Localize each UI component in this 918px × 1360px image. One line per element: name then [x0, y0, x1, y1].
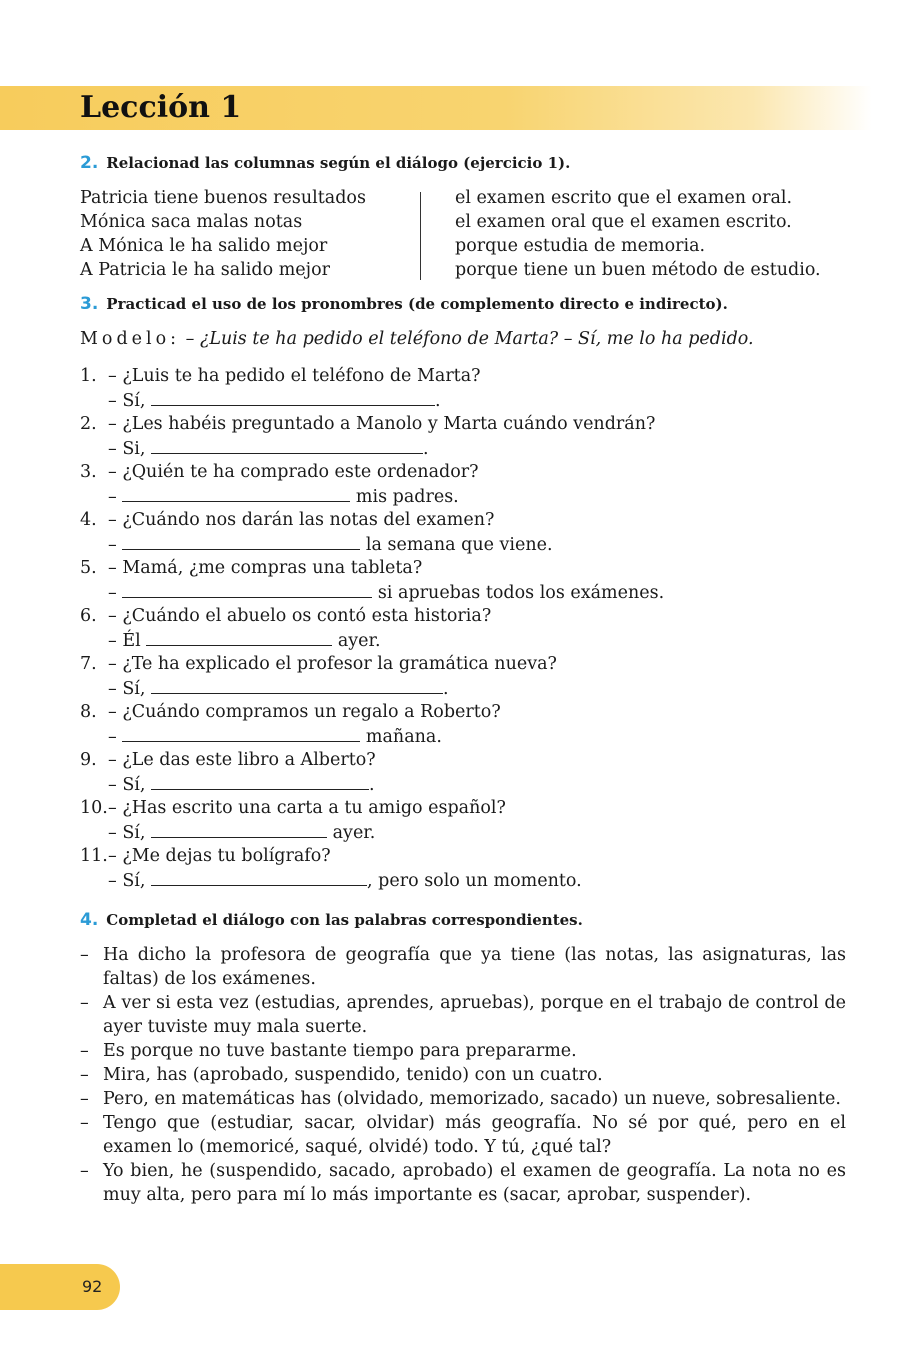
dialogue-line	[80, 991, 846, 1039]
right-item: el examen escrito que el examen oral.	[455, 188, 793, 208]
answer-prefix: – Sí,	[108, 775, 146, 795]
matching-columns	[80, 186, 850, 282]
answer-blank[interactable]	[151, 820, 327, 838]
answer-prefix: – Sí,	[108, 679, 146, 699]
dialogue-dash: –	[80, 1089, 89, 1109]
answer-suffix: ayer.	[332, 823, 376, 843]
question-number: 1.	[80, 366, 97, 386]
answer-blank[interactable]	[146, 628, 332, 646]
dialogue-text: Tengo que (estudiar, sacar, olvidar) más geografía. No sé por qué, pero en el examen lo (memoricé, saqué, olvidé) todo. Y tú, ¿qué tal?	[103, 1113, 846, 1157]
answer-blank[interactable]	[122, 532, 360, 550]
question-row	[80, 556, 860, 580]
dialogue-line	[80, 1111, 846, 1159]
dialogue-text: A ver si esta vez (estudias, aprendes, apruebas), porque en el trabajo de control de ayer tuviste muy mala suerte.	[103, 993, 846, 1037]
answer-prefix: –	[108, 535, 117, 555]
exercise-4-heading	[80, 908, 850, 932]
answer-row	[80, 868, 860, 892]
answer-row	[80, 628, 860, 652]
question-number: 2.	[80, 414, 97, 434]
question-text: – ¿Cuándo el abuelo os contó esta historia?	[108, 606, 492, 626]
question-number: 8.	[80, 702, 97, 722]
question-row	[80, 508, 860, 532]
model-example	[80, 327, 754, 351]
answer-suffix: mañana.	[365, 727, 442, 747]
dialogue-text: Pero, en matemáticas has (olvidado, memorizado, sacado) un nueve, sobresaliente.	[103, 1089, 841, 1109]
right-item: porque estudia de memoria.	[455, 236, 706, 256]
question-text: – ¿Te ha explicado el profesor la gramática nueva?	[108, 654, 557, 674]
dialogue-line	[80, 1039, 846, 1063]
exercise-4-dialogue	[80, 943, 846, 1207]
question-text: – ¿Me dejas tu bolígrafo?	[108, 846, 331, 866]
page-number: 92	[82, 1277, 103, 1296]
question-row	[80, 460, 860, 484]
dialogue-dash: –	[80, 1041, 89, 1061]
answer-suffix: .	[443, 679, 449, 699]
dialogue-dash: –	[80, 1161, 89, 1181]
left-item: Mónica saca malas notas	[80, 212, 303, 232]
left-item: A Mónica le ha salido mejor	[80, 236, 328, 256]
question-text: – ¿Luis te ha pedido el teléfono de Marta?	[108, 366, 481, 386]
answer-blank[interactable]	[122, 580, 372, 598]
dialogue-line	[80, 1159, 846, 1207]
right-item: porque tiene un buen método de estudio.	[455, 260, 821, 280]
answer-suffix: .	[369, 775, 375, 795]
answer-row	[80, 820, 860, 844]
dialogue-text: Es porque no tuve bastante tiempo para prepararme.	[103, 1041, 577, 1061]
question-row	[80, 844, 860, 868]
question-text: – Mamá, ¿me compras una tableta?	[108, 558, 423, 578]
question-number: 9.	[80, 750, 97, 770]
left-column	[80, 186, 400, 282]
answer-row	[80, 484, 860, 508]
dialogue-text: Mira, has (aprobado, suspendido, tenido) con un cuatro.	[103, 1065, 603, 1085]
answer-blank[interactable]	[151, 676, 443, 694]
answer-suffix: ayer.	[337, 631, 381, 651]
question-row	[80, 364, 860, 388]
answer-prefix: – Sí,	[108, 871, 146, 891]
answer-prefix: –	[108, 487, 117, 507]
answer-row	[80, 724, 860, 748]
answer-suffix: si apruebas todos los exámenes.	[377, 583, 665, 603]
dialogue-line	[80, 1087, 846, 1111]
exercise-4-instruction: Completad el diálogo con las palabras correspondientes.	[106, 911, 583, 929]
question-text: – ¿Cuándo nos darán las notas del examen?	[108, 510, 495, 530]
answer-prefix: – Él	[108, 631, 141, 651]
exercise-2-heading	[80, 151, 850, 175]
answer-row	[80, 436, 860, 460]
question-number: 3.	[80, 462, 97, 482]
column-divider	[420, 192, 421, 280]
lesson-title: Lección 1	[80, 90, 242, 125]
answer-row	[80, 388, 860, 412]
answer-blank[interactable]	[122, 484, 350, 502]
question-number: 7.	[80, 654, 97, 674]
answer-suffix: la semana que viene.	[365, 535, 553, 555]
answer-prefix: – Sí,	[108, 823, 146, 843]
question-text: – ¿Quién te ha comprado este ordenador?	[108, 462, 479, 482]
answer-row	[80, 580, 860, 604]
question-number: 11.	[80, 846, 108, 866]
answer-suffix: .	[423, 439, 429, 459]
question-row	[80, 652, 860, 676]
question-number: 4.	[80, 510, 97, 530]
answer-prefix: – Si,	[108, 439, 146, 459]
model-label: Modelo:	[80, 329, 181, 349]
right-item: el examen oral que el examen escrito.	[455, 212, 792, 232]
answer-row	[80, 676, 860, 700]
left-item: Patricia tiene buenos resultados	[80, 188, 366, 208]
dialogue-dash: –	[80, 1113, 89, 1133]
answer-blank[interactable]	[151, 436, 423, 454]
exercise-2-number: 2.	[80, 153, 99, 173]
answer-prefix: –	[108, 727, 117, 747]
exercise-3-list	[80, 364, 860, 892]
left-item: A Patricia le ha salido mejor	[80, 260, 330, 280]
question-row	[80, 748, 860, 772]
exercise-3-number: 3.	[80, 294, 99, 314]
answer-blank[interactable]	[151, 868, 367, 886]
exercise-2-instruction: Relacionad las columnas según el diálogo (ejercicio 1).	[106, 154, 571, 172]
answer-suffix: , pero solo un momento.	[367, 871, 582, 891]
dialogue-line	[80, 943, 846, 991]
dialogue-line	[80, 1063, 846, 1087]
question-row	[80, 700, 860, 724]
answer-row	[80, 532, 860, 556]
answer-suffix: .	[435, 391, 441, 411]
question-row	[80, 796, 860, 820]
answer-row	[80, 772, 860, 796]
answer-prefix: –	[108, 583, 117, 603]
exercise-4-number: 4.	[80, 910, 99, 930]
answer-blank[interactable]	[122, 724, 360, 742]
answer-suffix: mis padres.	[355, 487, 459, 507]
dialogue-text: Yo bien, he (suspendido, sacado, aprobado) el examen de geografía. La nota no es muy alta, pero para mí lo más importante es (sacar, aprobar, suspender).	[103, 1161, 846, 1205]
answer-blank[interactable]	[151, 388, 435, 406]
right-column	[455, 186, 855, 282]
question-number: 5.	[80, 558, 97, 578]
question-row	[80, 412, 860, 436]
question-number: 10.	[80, 798, 108, 818]
dialogue-dash: –	[80, 1065, 89, 1085]
dialogue-dash: –	[80, 993, 89, 1013]
exercise-3-heading	[80, 292, 850, 316]
dialogue-dash: –	[80, 945, 89, 965]
question-number: 6.	[80, 606, 97, 626]
question-text: – ¿Has escrito una carta a tu amigo español?	[108, 798, 506, 818]
question-text: – ¿Les habéis preguntado a Manolo y Marta cuándo vendrán?	[108, 414, 656, 434]
question-row	[80, 604, 860, 628]
question-text: – ¿Le das este libro a Alberto?	[108, 750, 376, 770]
answer-prefix: – Sí,	[108, 391, 146, 411]
answer-blank[interactable]	[151, 772, 369, 790]
dialogue-text: Ha dicho la profesora de geografía que ya tiene (las notas, las asignaturas, las faltas) de los exámenes.	[103, 945, 846, 989]
question-text: – ¿Cuándo compramos un regalo a Roberto?	[108, 702, 501, 722]
exercise-3-instruction: Practicad el uso de los pronombres (de complemento directo e indirecto).	[106, 295, 728, 313]
model-text: – ¿Luis te ha pedido el teléfono de Marta? – Sí, me lo ha pedido.	[185, 329, 754, 349]
